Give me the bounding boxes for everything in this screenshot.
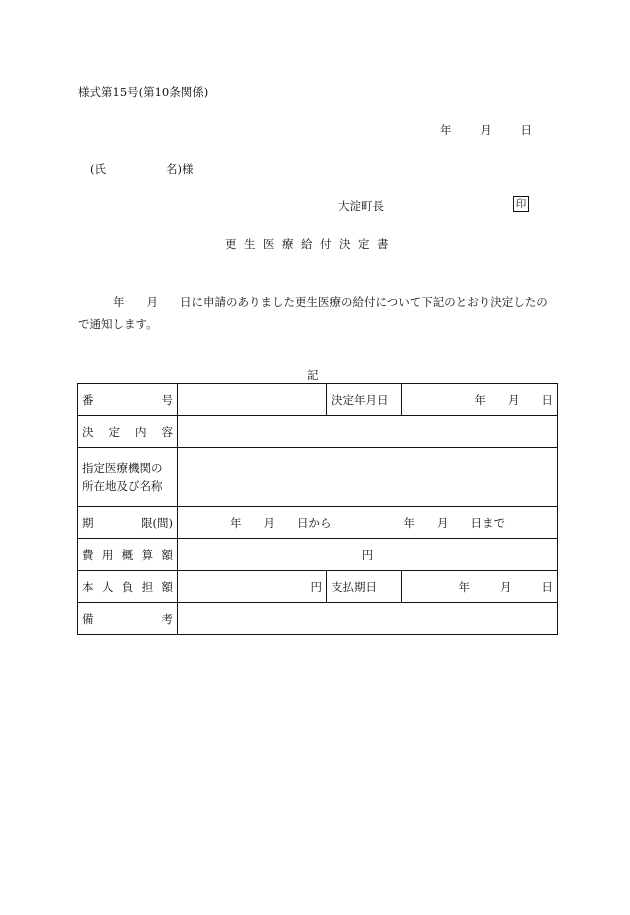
shiharai-label: 支払期日 (327, 571, 402, 603)
body-text: 日に申請のありました更生医療の給付について下記のとおり決定したので通知します。 (78, 295, 548, 331)
table-row (78, 603, 558, 635)
table-row (78, 448, 558, 507)
addressee-open: (氏 (90, 162, 106, 176)
hiyo-value: 円 (178, 539, 558, 571)
shiharai-value: 年 月 日 (402, 571, 558, 603)
decision-table (77, 383, 558, 635)
table-row (78, 384, 558, 416)
seal-mark: 印 (513, 196, 529, 212)
hiyo-label: 費 用 概 算 額 (78, 539, 178, 571)
table-row (78, 571, 558, 603)
honnin-value: 円 (178, 571, 327, 603)
biko-label: 備 考 (78, 603, 178, 635)
issuer-name: 大淀町長 (338, 199, 384, 213)
document-title: 更生医療給付決定書 (225, 237, 396, 251)
kettei-date-label: 決定年月日 (327, 384, 402, 416)
honnin-label: 本 人 負 担 額 (78, 571, 178, 603)
kigen-label: 期 限(間) (78, 507, 178, 539)
body-paragraph (78, 291, 556, 335)
form-number: 様式第15号(第10条関係) (78, 85, 209, 99)
kettei-date-value: 年 月 日 (402, 384, 558, 416)
addressee (90, 161, 194, 177)
issue-date-month: 月 (480, 123, 492, 137)
issue-date (440, 122, 532, 138)
shitei-label: 指定医療機関の 所在地及び名称 (78, 448, 178, 507)
bango-label: 番 号 (78, 384, 178, 416)
bango-value (178, 384, 327, 416)
kigen-value: 年 月 日から 年 月 日まで (178, 507, 558, 539)
biko-value (178, 603, 558, 635)
body-year: 年 (113, 295, 125, 309)
kettei-naiyo-value (178, 416, 558, 448)
table-row (78, 507, 558, 539)
ki-heading: 記 (307, 368, 319, 382)
kettei-naiyo-label: 決 定 内 容 (78, 416, 178, 448)
addressee-close: 名)様 (166, 162, 194, 176)
table-row (78, 416, 558, 448)
issue-date-day: 日 (520, 123, 532, 137)
body-month: 月 (146, 295, 158, 309)
table-row (78, 539, 558, 571)
shitei-value (178, 448, 558, 507)
issue-date-year: 年 (440, 123, 452, 137)
